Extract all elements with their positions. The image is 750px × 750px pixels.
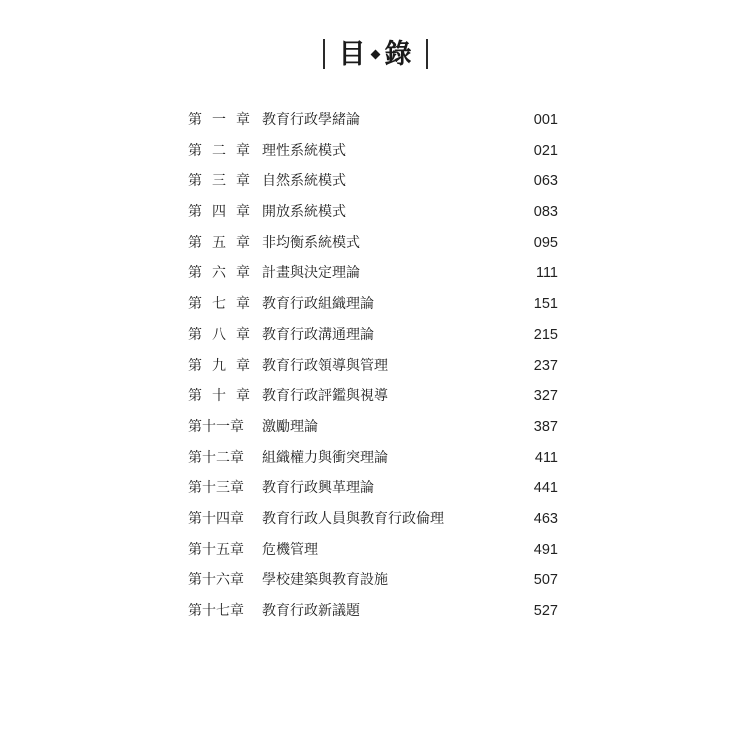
toc-entry[interactable] <box>0 320 750 351</box>
page-title <box>0 34 750 74</box>
chapter-number-char: 第 <box>188 326 202 343</box>
chapter-number-char: 章 <box>236 173 250 190</box>
chapter-page-number: 001 <box>533 112 558 128</box>
chapter-number-char: 第十六章 <box>188 572 244 589</box>
toc-entry[interactable] <box>0 381 750 412</box>
title-right-rule <box>426 39 428 69</box>
toc-entry[interactable] <box>0 197 750 228</box>
chapter-number-char: 七 <box>212 296 226 313</box>
chapter-number-char: 第十三章 <box>188 480 244 497</box>
chapter-number-char: 章 <box>236 112 250 128</box>
chapter-number <box>188 596 250 627</box>
chapter-title: 非均衡系統模式 <box>262 234 360 251</box>
chapter-number-char: 第 <box>188 173 202 190</box>
chapter-number-char: 章 <box>236 265 250 282</box>
chapter-title: 計畫與決定理論 <box>262 265 360 282</box>
chapter-number-char: 五 <box>212 234 226 251</box>
toc-entry[interactable] <box>0 412 750 443</box>
chapter-number <box>188 228 250 259</box>
chapter-page-number: 095 <box>533 234 558 251</box>
toc-entry[interactable] <box>0 473 750 504</box>
toc-entry[interactable] <box>0 565 750 596</box>
chapter-number-char: 九 <box>212 357 226 374</box>
chapter-number-char: 章 <box>236 357 250 374</box>
chapter-number-char: 章 <box>236 326 250 343</box>
chapter-title: 教育行政溝通理論 <box>262 326 374 343</box>
chapter-number-char: 第十一章 <box>188 418 244 435</box>
chapter-page-number: 527 <box>533 603 558 619</box>
chapter-number-char: 第 <box>188 296 202 313</box>
chapter-number-char: 四 <box>212 204 226 221</box>
chapter-number <box>188 412 250 443</box>
toc-entry[interactable] <box>0 443 750 474</box>
chapter-title: 自然系統模式 <box>262 173 346 190</box>
chapter-page-number: 237 <box>533 357 558 374</box>
chapter-page-number: 491 <box>533 541 558 558</box>
chapter-number <box>188 504 250 535</box>
diamond-icon <box>370 49 380 59</box>
toc-entry[interactable] <box>0 105 750 136</box>
chapter-number <box>188 289 250 320</box>
chapter-number <box>188 381 250 412</box>
chapter-number <box>188 105 250 136</box>
chapter-number-char: 十 <box>212 388 226 405</box>
chapter-page-number: 151 <box>533 296 558 313</box>
chapter-page-number: 215 <box>533 326 558 343</box>
chapter-number <box>188 473 250 504</box>
chapter-page-number: 463 <box>533 510 558 527</box>
chapter-number-char: 八 <box>212 326 226 343</box>
chapter-title: 教育行政領導與管理 <box>262 357 388 374</box>
chapter-number <box>188 443 250 474</box>
chapter-number <box>188 320 250 351</box>
chapter-title: 教育行政組織理論 <box>262 296 374 313</box>
toc-entry[interactable] <box>0 289 750 320</box>
chapter-number-char: 第 <box>188 388 202 405</box>
chapter-number <box>188 535 250 566</box>
chapter-page-number: 063 <box>533 173 558 190</box>
chapter-title: 教育行政新議題 <box>262 603 360 619</box>
chapter-page-number: 021 <box>533 142 558 159</box>
chapter-number-char: 第 <box>188 357 202 374</box>
chapter-title: 理性系統模式 <box>262 142 346 159</box>
chapter-number-char: 第 <box>188 142 202 159</box>
toc-entry[interactable] <box>0 136 750 167</box>
chapter-number-char: 二 <box>212 142 226 159</box>
chapter-number <box>188 136 250 167</box>
chapter-number-char: 章 <box>236 204 250 221</box>
chapter-number <box>188 565 250 596</box>
chapter-number-char: 第 <box>188 204 202 221</box>
chapter-title: 教育行政興革理論 <box>262 480 374 497</box>
chapter-number <box>188 166 250 197</box>
chapter-title: 學校建築與教育設施 <box>262 572 388 589</box>
chapter-number-char: 第十五章 <box>188 541 244 558</box>
chapter-title: 教育行政評鑑與視導 <box>262 388 388 405</box>
chapter-number-char: 第 <box>188 265 202 282</box>
chapter-number-char: 六 <box>212 265 226 282</box>
chapter-number <box>188 351 250 382</box>
title-char-2: 錄 <box>384 38 412 70</box>
chapter-title: 危機管理 <box>262 541 318 558</box>
chapter-number-char: 第 <box>188 112 202 128</box>
chapter-page-number: 507 <box>533 572 558 589</box>
chapter-number-char: 章 <box>236 388 250 405</box>
table-of-contents <box>0 105 750 627</box>
chapter-number <box>188 197 250 228</box>
chapter-title: 教育行政學緒論 <box>262 112 360 128</box>
toc-entry[interactable] <box>0 596 750 627</box>
chapter-page-number: 441 <box>533 480 558 497</box>
title-left-rule <box>323 39 325 69</box>
toc-entry[interactable] <box>0 535 750 566</box>
chapter-number-char: 第十七章 <box>188 603 244 619</box>
chapter-title: 開放系統模式 <box>262 204 346 221</box>
title-char-1: 目 <box>338 38 366 70</box>
chapter-number-char: 章 <box>236 296 250 313</box>
chapter-number-char: 章 <box>236 234 250 251</box>
toc-entry[interactable] <box>0 351 750 382</box>
chapter-page-number: 411 <box>534 449 558 466</box>
chapter-number-char: 三 <box>212 173 226 190</box>
chapter-page-number: 327 <box>533 388 558 405</box>
toc-entry[interactable] <box>0 258 750 289</box>
toc-entry[interactable] <box>0 166 750 197</box>
toc-entry[interactable] <box>0 228 750 259</box>
chapter-page-number: 387 <box>533 418 558 435</box>
chapter-number-char: 一 <box>212 112 226 128</box>
chapter-number-char: 第十二章 <box>188 449 244 466</box>
chapter-number-char: 第十四章 <box>188 510 244 527</box>
chapter-page-number: 083 <box>533 204 558 221</box>
chapter-number-char: 第 <box>188 234 202 251</box>
chapter-title: 組織權力與衝突理論 <box>262 449 388 466</box>
toc-entry[interactable] <box>0 504 750 535</box>
chapter-page-number: 111 <box>535 265 558 282</box>
chapter-title: 教育行政人員與教育行政倫理 <box>262 510 444 527</box>
chapter-title: 激勵理論 <box>262 418 318 435</box>
chapter-number-char: 章 <box>236 142 250 159</box>
chapter-number <box>188 258 250 289</box>
